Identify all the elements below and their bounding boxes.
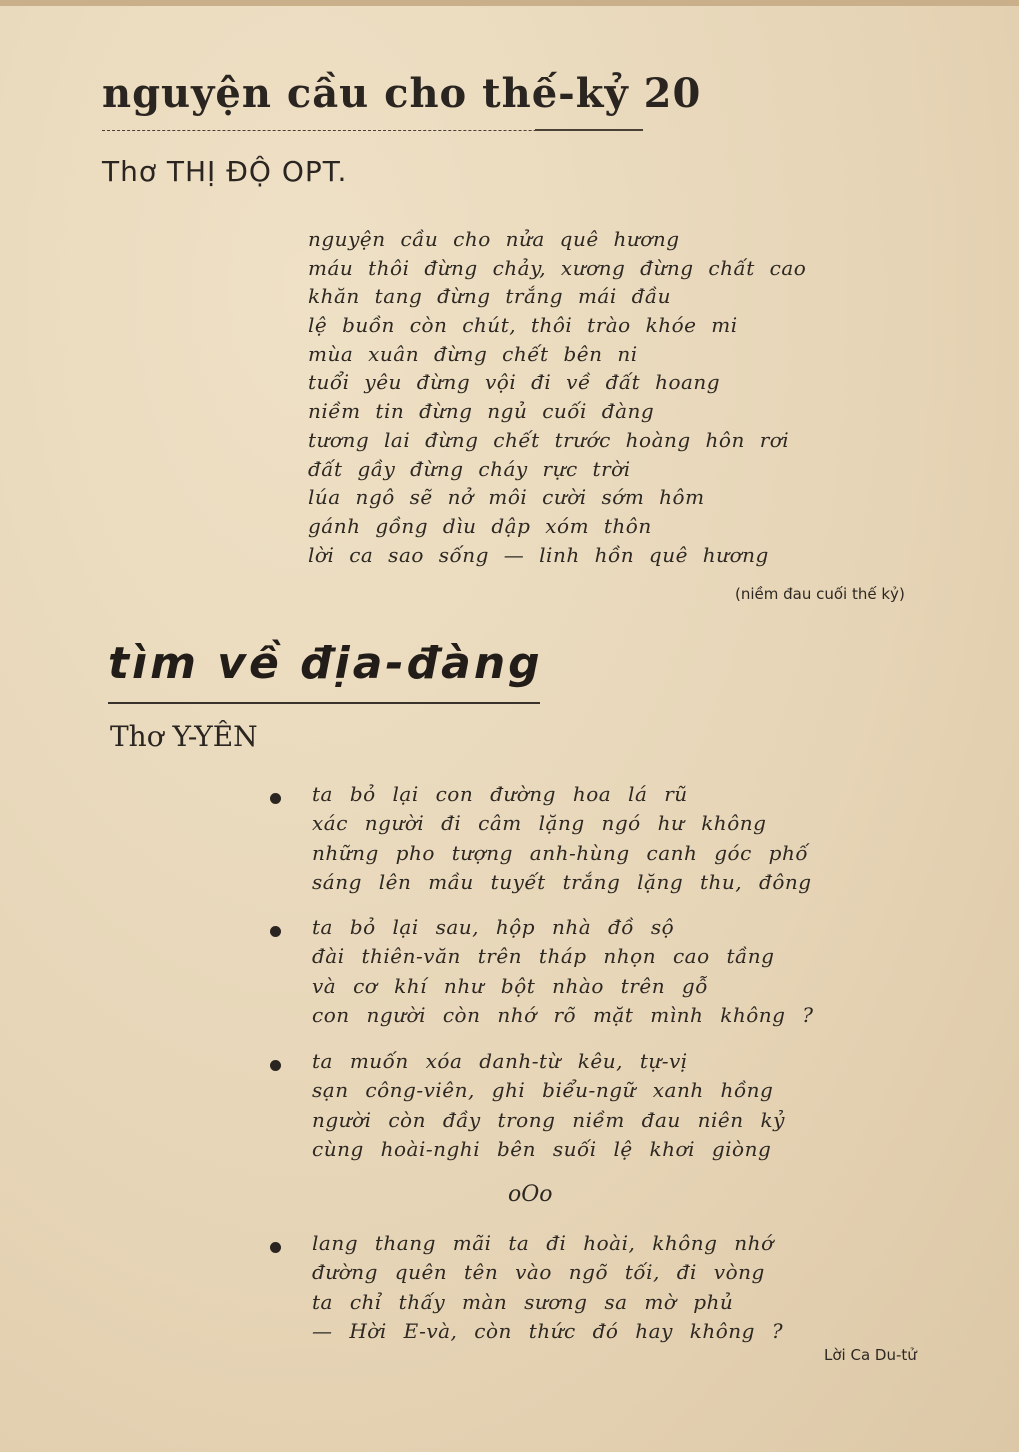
bullet-icon: [270, 793, 281, 804]
poem-line: tuổi yêu đừng vội đi về đất hoang: [308, 370, 721, 395]
poem-line: mùa xuân đừng chết bên ni: [308, 341, 638, 366]
poem-line: cùng hoài-nghi bên suối lệ khơi giòng: [312, 1136, 772, 1161]
poem-line: niềm tin đừng ngủ cuối đàng: [308, 399, 655, 424]
poem-line: và cơ khí như bột nhào trên gỗ: [312, 973, 708, 998]
poem2-title-rule: [108, 702, 540, 704]
poem1-body: [308, 225, 806, 569]
poem-line: con người còn nhớ rõ mặt mình không ?: [312, 1002, 814, 1027]
poem1-title-rule-solid: [535, 129, 643, 131]
poem-line: — Hời E-và, còn thức đó hay không ?: [312, 1318, 784, 1343]
section-separator: oOo: [508, 1182, 553, 1207]
poem-line: xác người đi câm lặng ngó hư không: [312, 811, 767, 836]
poem-line: đất gầy đừng cháy rực trời: [308, 456, 631, 481]
poem-line: lệ buồn còn chút, thôi trào khóe mi: [308, 313, 738, 338]
bullet-icon: [270, 1060, 281, 1071]
poem-line: tương lai đừng chết trước hoàng hôn rơi: [308, 427, 790, 452]
poem-line: lang thang mãi ta đi hoài, không nhớ: [312, 1231, 774, 1255]
poem-line: lúa ngô sẽ nở môi cười sớm hôm: [308, 485, 705, 510]
poem1-author: Thơ THỊ ĐỘ OPT.: [102, 155, 348, 188]
bullet-icon: [270, 926, 281, 937]
poem-line: sáng lên mầu tuyết trắng lặng thu, đông: [312, 869, 812, 894]
poem-line: nguyện cầu cho nửa quê hương: [308, 227, 680, 251]
poem2-author: Thơ Y-YÊN: [110, 720, 258, 753]
poem-line: ta chỉ thấy màn sương sa mờ phủ: [312, 1289, 734, 1314]
poem-line: gánh gồng dìu dập xóm thôn: [308, 513, 652, 538]
poem-line: khăn tang đừng trắng mái đầu: [308, 284, 672, 309]
poem-line: ta bỏ lại sau, hộp nhà đồ sộ: [312, 915, 675, 939]
poem1-note: (niềm đau cuối thế kỷ): [735, 585, 905, 603]
poem-line: máu thôi đừng chảy, xương đừng chất cao: [308, 255, 807, 280]
poem-line: ta bỏ lại con đường hoa lá rũ: [312, 782, 688, 806]
poem-line: người còn đầy trong niềm đau niên kỷ: [312, 1107, 785, 1132]
poem2-title: tìm về địa-đàng: [108, 638, 543, 689]
page-edge: [0, 0, 1019, 6]
poem1-title: nguyện cầu cho thế-kỷ 20: [102, 70, 702, 117]
bullet-icon: [270, 1242, 281, 1253]
poem-line: đường quên tên vào ngõ tối, đi vòng: [312, 1260, 765, 1285]
poem-line: ta muốn xóa danh-từ kêu, tự-vị: [312, 1049, 688, 1073]
poem2-note: Lời Ca Du-tử: [824, 1346, 917, 1364]
poem-line: đài thiên-văn trên tháp nhọn cao tầng: [312, 944, 775, 969]
poem-line: lời ca sao sống — linh hồn quê hương: [308, 542, 769, 567]
poem-line: sạn công-viên, ghi biểu-ngữ xanh hồng: [312, 1078, 774, 1103]
poem-line: những pho tượng anh-hùng canh góc phố: [312, 840, 809, 865]
